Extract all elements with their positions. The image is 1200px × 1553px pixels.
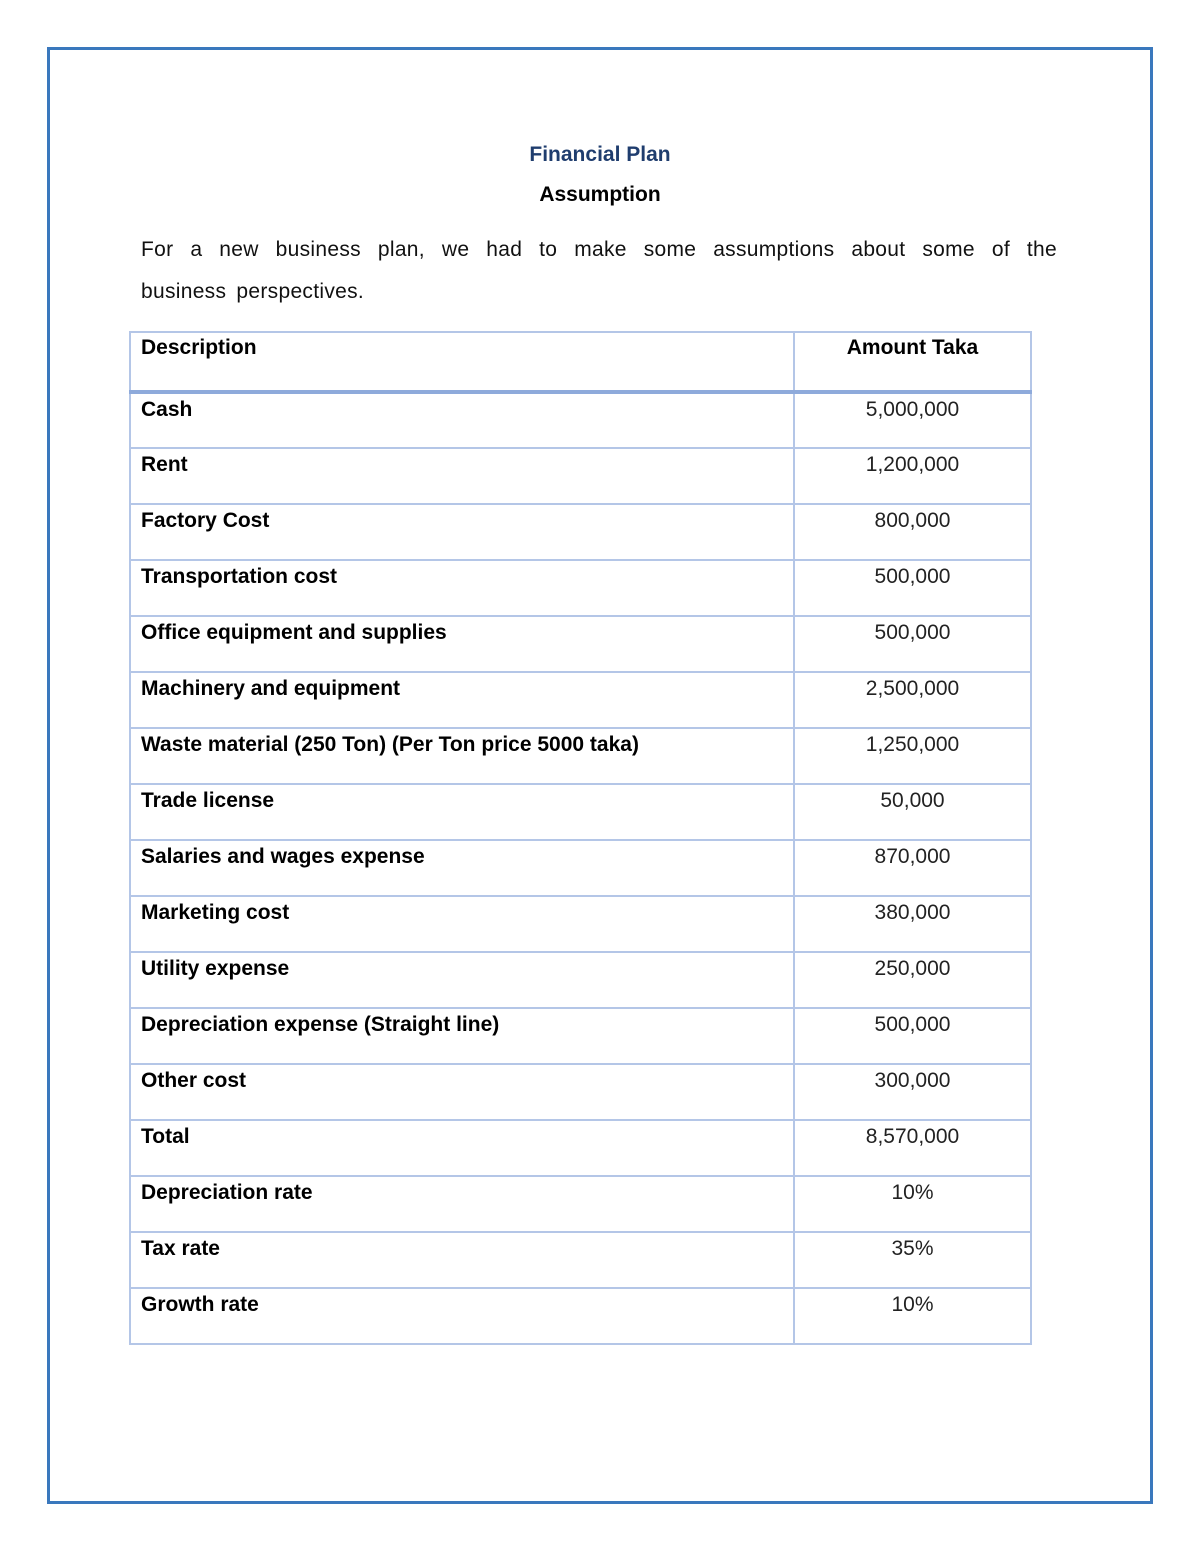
row-amount: 10% bbox=[794, 1288, 1031, 1344]
document-title: Financial Plan bbox=[529, 143, 671, 166]
row-amount: 500,000 bbox=[794, 616, 1031, 672]
table-row bbox=[130, 1288, 1031, 1344]
table-row bbox=[130, 1008, 1031, 1064]
table-row-total bbox=[130, 1120, 1031, 1176]
row-amount: 1,200,000 bbox=[794, 448, 1031, 504]
row-amount: 2,500,000 bbox=[794, 672, 1031, 728]
row-description: Tax rate bbox=[130, 1232, 794, 1288]
row-description: Cash bbox=[130, 392, 794, 448]
header-description: Description bbox=[130, 332, 794, 392]
table-row bbox=[130, 504, 1031, 560]
table-row bbox=[130, 392, 1031, 448]
table-row bbox=[130, 784, 1031, 840]
table-row bbox=[130, 1232, 1031, 1288]
row-amount: 50,000 bbox=[794, 784, 1031, 840]
header-amount: Amount Taka bbox=[794, 332, 1031, 392]
row-description: Growth rate bbox=[130, 1288, 794, 1344]
row-amount: 5,000,000 bbox=[794, 392, 1031, 448]
row-description: Waste material (250 Ton) (Per Ton price 5000 taka) bbox=[130, 728, 794, 784]
row-amount: 1,250,000 bbox=[794, 728, 1031, 784]
row-amount: 500,000 bbox=[794, 1008, 1031, 1064]
document-subtitle: Assumption bbox=[539, 183, 661, 206]
assumptions-table bbox=[129, 331, 1032, 1345]
table-row bbox=[130, 616, 1031, 672]
row-description: Factory Cost bbox=[130, 504, 794, 560]
table-row bbox=[130, 1176, 1031, 1232]
row-description: Trade license bbox=[130, 784, 794, 840]
row-description: Rent bbox=[130, 448, 794, 504]
intro-paragraph: For a new business plan, we had to make some assumptions about some of the business perspectives. bbox=[141, 238, 1057, 303]
table-row bbox=[130, 672, 1031, 728]
row-description: Machinery and equipment bbox=[130, 672, 794, 728]
row-amount: 300,000 bbox=[794, 1064, 1031, 1120]
row-description: Utility expense bbox=[130, 952, 794, 1008]
row-amount: 380,000 bbox=[794, 896, 1031, 952]
row-amount: 800,000 bbox=[794, 504, 1031, 560]
table-row bbox=[130, 952, 1031, 1008]
row-amount: 8,570,000 bbox=[794, 1120, 1031, 1176]
row-amount: 250,000 bbox=[794, 952, 1031, 1008]
table-header-row bbox=[130, 332, 1031, 392]
table-row bbox=[130, 448, 1031, 504]
table-row bbox=[130, 840, 1031, 896]
row-amount: 870,000 bbox=[794, 840, 1031, 896]
table-row bbox=[130, 560, 1031, 616]
row-description: Other cost bbox=[130, 1064, 794, 1120]
row-amount: 35% bbox=[794, 1232, 1031, 1288]
table-row bbox=[130, 896, 1031, 952]
row-amount: 500,000 bbox=[794, 560, 1031, 616]
row-description: Depreciation expense (Straight line) bbox=[130, 1008, 794, 1064]
row-description: Total bbox=[130, 1120, 794, 1176]
row-description: Depreciation rate bbox=[130, 1176, 794, 1232]
row-amount: 10% bbox=[794, 1176, 1031, 1232]
row-description: Office equipment and supplies bbox=[130, 616, 794, 672]
table-row bbox=[130, 1064, 1031, 1120]
table-row bbox=[130, 728, 1031, 784]
row-description: Marketing cost bbox=[130, 896, 794, 952]
row-description: Salaries and wages expense bbox=[130, 840, 794, 896]
row-description: Transportation cost bbox=[130, 560, 794, 616]
